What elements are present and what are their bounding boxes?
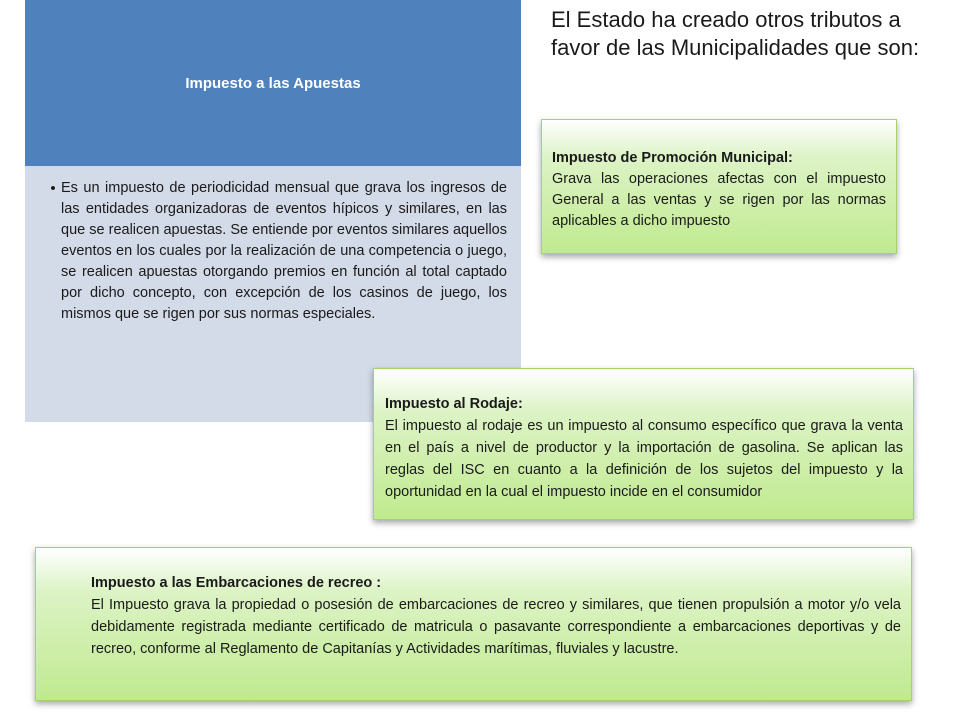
- apuestas-title: Impuesto a las Apuestas: [185, 74, 361, 92]
- intro-heading: El Estado ha creado otros tributos a favor de las Municipalidades que son:: [551, 7, 920, 60]
- promocion-description: Grava las operaciones afectas con el impuesto General a las ventas y se rigen por las normas aplicables a dicho impuesto: [552, 171, 886, 229]
- rodaje-description: El impuesto al rodaje es un impuesto al consumo específico que grava la venta en el país a nivel de productor y la importación de gasolina. Se aplican las reglas del ISC en cuanto a la definición de los sujetos del impuesto y la oportunidad en la cual el impuesto incide en el consumidor: [385, 418, 903, 500]
- rodaje-box: [373, 368, 914, 520]
- bullet-icon: •: [50, 180, 56, 197]
- apuestas-header: [25, 0, 521, 166]
- embarcaciones-title: Impuesto a las Embarcaciones de recreo :: [91, 575, 382, 591]
- embarcaciones-description: El Impuesto grava la propiedad o posesión de embarcaciones de recreo y similares, que tienen propulsión a motor y/o vela debidamente registrada mediante certificado de matricula o pasavante correspondiente a embarcaciones deportivas y de recreo, conforme al Reglamento de Capitanías y Actividades marítimas, fluviales y lacustre.: [91, 597, 901, 657]
- promocion-title: Impuesto de Promoción Municipal:: [552, 150, 793, 166]
- embarcaciones-box: [35, 547, 912, 701]
- apuestas-description: Es un impuesto de periodicidad mensual que grava los ingresos de las entidades organizadoras de eventos hípicos y similares, en las que se realicen apuestas. Se entiende por eventos similares aquellos eventos en los cuales por la realización de una competencia o juego, se realicen apuestas otorgando premios en función al total captado por dicho concepto, con excepción de los casinos de juego, los mismos que se rigen por sus normas especiales.: [61, 180, 507, 322]
- rodaje-title: Impuesto al Rodaje:: [385, 396, 523, 412]
- promocion-municipal-box: [541, 119, 897, 254]
- apuestas-bullet-item: [45, 178, 507, 325]
